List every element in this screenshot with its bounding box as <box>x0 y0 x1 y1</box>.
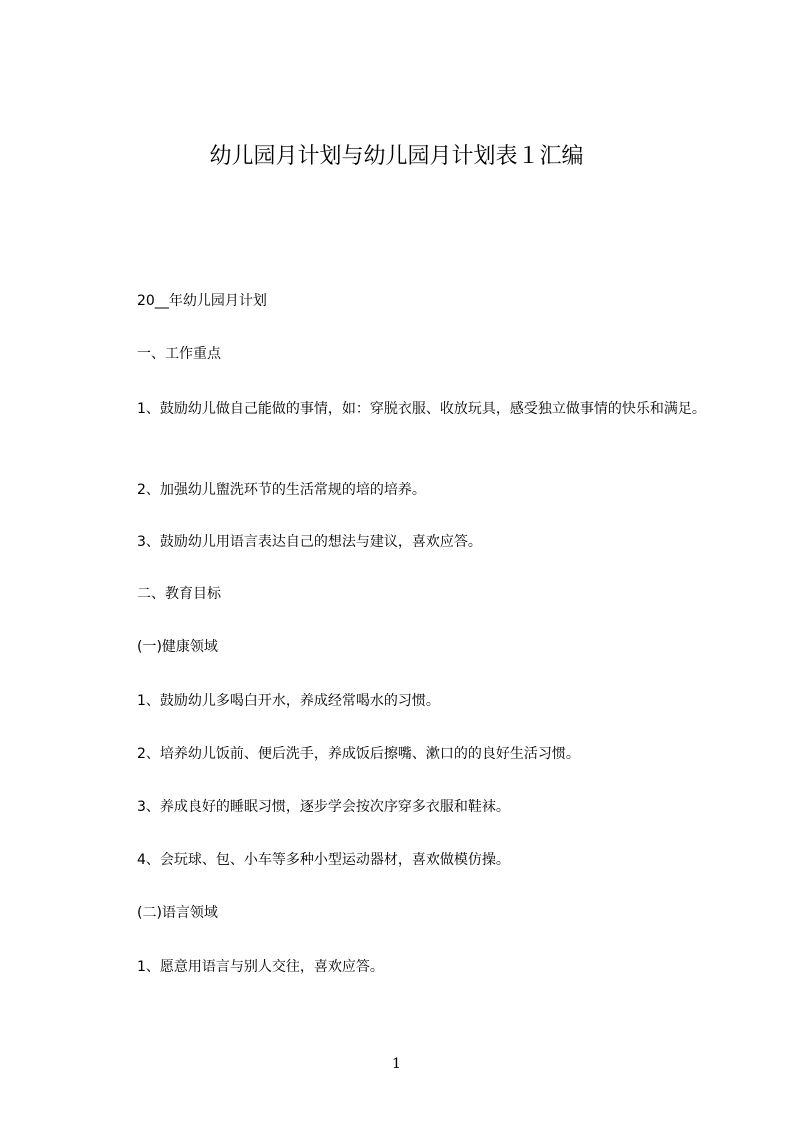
paragraph-health-item-4: 4、会玩球、包、小车等多种小型运动器材，喜欢做模仿操。 <box>137 852 510 868</box>
paragraph-language-domain-heading: (二)语言领域 <box>137 905 218 921</box>
paragraph-focus-item-1: 1、鼓励幼儿做自己能做的事情，如：穿脱衣服、收放玩具，感受独立做事情的快乐和满足。 <box>137 401 706 417</box>
paragraph-language-item-1: 1、愿意用语言与别人交往，喜欢应答。 <box>137 959 384 975</box>
paragraph-section-education-goals: 二、教育目标 <box>137 586 221 602</box>
paragraph-health-item-2: 2、培养幼儿饭前、便后洗手，养成饭后擦嘴、漱口的的良好生活习惯。 <box>137 746 580 762</box>
paragraph-health-item-3: 3、养成良好的睡眠习惯，逐步学会按次序穿多衣服和鞋袜。 <box>137 799 510 815</box>
paragraph-health-item-1: 1、鼓励幼儿多喝白开水，养成经常喝水的习惯。 <box>137 693 440 709</box>
paragraph-section-work-focus: 一、工作重点 <box>137 346 221 362</box>
paragraph-focus-item-3: 3、鼓励幼儿用语言表达自己的想法与建议，喜欢应答。 <box>137 534 482 550</box>
paragraph-year-plan-heading: 20__年幼儿园月计划 <box>137 293 267 309</box>
paragraph-health-domain-heading: (一)健康领域 <box>137 639 218 655</box>
page-number: 1 <box>392 1056 401 1072</box>
document-title: 幼儿园月计划与幼儿园月计划表１汇编 <box>209 144 584 169</box>
paragraph-focus-item-2: 2、加强幼儿盥洗环节的生活常规的培的培养。 <box>137 482 426 498</box>
